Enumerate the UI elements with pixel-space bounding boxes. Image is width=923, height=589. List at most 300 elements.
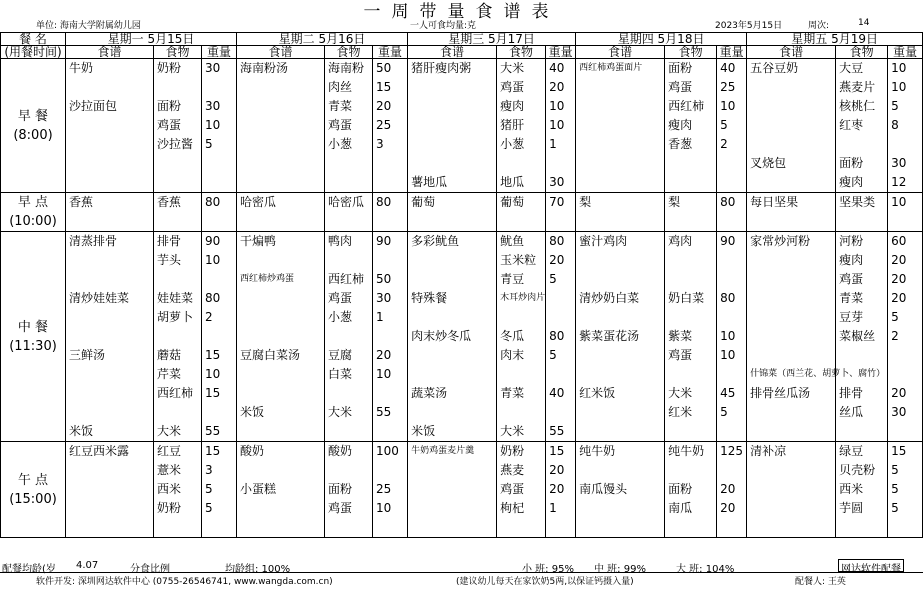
recipe-cell: 五谷豆奶 bbox=[747, 59, 836, 79]
food-cell bbox=[497, 308, 546, 327]
food-cell bbox=[665, 173, 717, 193]
recipe-cell bbox=[66, 365, 154, 384]
weight-cell: 25 bbox=[717, 78, 747, 97]
recipe-cell bbox=[237, 384, 325, 403]
avg-age-label: 配餐均龄(岁 bbox=[2, 564, 56, 575]
recipe-cell bbox=[576, 403, 665, 422]
weight-cell bbox=[202, 327, 237, 346]
food-cell: 瘦肉 bbox=[665, 116, 717, 135]
recipe-cell bbox=[576, 422, 665, 442]
group-ratio: 均龄组: 100% bbox=[225, 564, 291, 575]
food-cell: 薏米 bbox=[154, 461, 202, 480]
weight-cell bbox=[546, 365, 576, 384]
table-row bbox=[1, 78, 923, 97]
food-cell bbox=[836, 346, 888, 365]
food-cell: 面粉 bbox=[325, 480, 373, 499]
recipe-cell bbox=[576, 116, 665, 135]
recipe-cell: 清补凉 bbox=[747, 442, 836, 462]
table-row bbox=[1, 308, 923, 327]
recipe-cell bbox=[747, 97, 836, 116]
food-cell: 冬瓜 bbox=[497, 327, 546, 346]
food-cell: 豆芽 bbox=[836, 308, 888, 327]
recipe-cell bbox=[576, 251, 665, 270]
food-cell: 鸡蛋 bbox=[497, 78, 546, 97]
recipe-cell: 梨 bbox=[576, 193, 665, 213]
food-cell: 地瓜 bbox=[497, 173, 546, 193]
food-cell: 贝壳粉 bbox=[836, 461, 888, 480]
weight-cell: 5 bbox=[888, 97, 923, 116]
recipe-cell bbox=[237, 251, 325, 270]
recipe-cell: 特殊餐 bbox=[408, 289, 497, 308]
weight-cell bbox=[888, 135, 923, 154]
food-cell bbox=[325, 518, 373, 538]
recipe-cell: 红米饭 bbox=[576, 384, 665, 403]
weight-cell: 30 bbox=[888, 154, 923, 173]
food-cell bbox=[154, 212, 202, 232]
recipe-cell bbox=[576, 365, 665, 384]
food-cell bbox=[325, 461, 373, 480]
recipe-cell: 肉末炒冬瓜 bbox=[408, 327, 497, 346]
weight-cell: 20 bbox=[888, 289, 923, 308]
weight-cell: 20 bbox=[717, 499, 747, 518]
meal-time: (15:00) bbox=[9, 491, 57, 507]
food-cell bbox=[154, 327, 202, 346]
weight-cell: 30 bbox=[888, 403, 923, 422]
table-row bbox=[1, 135, 923, 154]
weight-cell: 90 bbox=[373, 232, 408, 252]
food-cell: 海南粉 bbox=[325, 59, 373, 79]
food-cell bbox=[154, 403, 202, 422]
weight-cell: 10 bbox=[717, 97, 747, 116]
weight-cell bbox=[717, 422, 747, 442]
recipe-cell bbox=[237, 78, 325, 97]
recipe-cell bbox=[237, 154, 325, 173]
meal-name-snack_pm bbox=[1, 442, 66, 538]
recipe-cell: 清炒奶白菜 bbox=[576, 289, 665, 308]
recipe-cell bbox=[237, 518, 325, 538]
weight-cell: 80 bbox=[717, 289, 747, 308]
report-date: 2023年5月15日 bbox=[715, 21, 783, 31]
week-number: 14 bbox=[858, 18, 870, 28]
food-cell: 娃娃菜 bbox=[154, 289, 202, 308]
weight-cell: 5 bbox=[888, 461, 923, 480]
recipe-cell: 牛奶鸡蛋麦片羹 bbox=[408, 442, 497, 462]
recipe-cell: 蜜汁鸡肉 bbox=[576, 232, 665, 252]
recipe-cell bbox=[408, 365, 497, 384]
recipe-cell: 酸奶 bbox=[237, 442, 325, 462]
weight-cell: 30 bbox=[546, 173, 576, 193]
food-cell: 芋头 bbox=[154, 251, 202, 270]
food-cell: 鸡蛋 bbox=[154, 116, 202, 135]
recipe-cell: 香蕉 bbox=[66, 193, 154, 213]
recipe-cell: 南瓜馒头 bbox=[576, 480, 665, 499]
weight-cell: 45 bbox=[717, 384, 747, 403]
table-row bbox=[1, 116, 923, 135]
weight-cell: 20 bbox=[373, 346, 408, 365]
recipe-cell bbox=[747, 422, 836, 442]
table-row bbox=[1, 384, 923, 403]
food-cell bbox=[325, 422, 373, 442]
day-header: 星期三 5月17日 bbox=[408, 33, 576, 46]
recipe-cell bbox=[66, 154, 154, 173]
food-cell: 瘦肉 bbox=[836, 173, 888, 193]
recipe-cell bbox=[66, 212, 154, 232]
developer-info: 软件开发: 深圳网达软件中心 (0755-26546741, www.wangda.com.cn) bbox=[36, 577, 333, 587]
recipe-cell bbox=[66, 403, 154, 422]
food-cell: 梨 bbox=[665, 193, 717, 213]
recipe-cell bbox=[408, 212, 497, 232]
weight-cell: 50 bbox=[373, 59, 408, 79]
recipe-cell: 豆腐白菜汤 bbox=[237, 346, 325, 365]
food-cell bbox=[325, 173, 373, 193]
recipe-cell bbox=[66, 461, 154, 480]
table-row bbox=[1, 251, 923, 270]
weight-cell: 1 bbox=[546, 135, 576, 154]
recipe-cell: 紫菜蛋花汤 bbox=[576, 327, 665, 346]
recipe-cell bbox=[408, 499, 497, 518]
recipe-cell bbox=[66, 499, 154, 518]
food-cell bbox=[665, 461, 717, 480]
weight-cell: 40 bbox=[546, 384, 576, 403]
weight-cell: 70 bbox=[546, 193, 576, 213]
weight-cell bbox=[373, 422, 408, 442]
weight-cell: 3 bbox=[373, 135, 408, 154]
recipe-cell: 排骨丝瓜汤 bbox=[747, 384, 836, 403]
day-header: 星期二 5月16日 bbox=[237, 33, 408, 46]
weight-cell bbox=[546, 403, 576, 422]
food-cell: 大豆 bbox=[836, 59, 888, 79]
food-cell: 奶粉 bbox=[154, 499, 202, 518]
recipe-cell: 米饭 bbox=[237, 403, 325, 422]
food-cell: 鸡蛋 bbox=[665, 78, 717, 97]
food-cell bbox=[665, 154, 717, 173]
recipe-cell: 牛奶 bbox=[66, 59, 154, 79]
recipe-cell bbox=[576, 154, 665, 173]
weight-cell: 80 bbox=[717, 193, 747, 213]
weight-cell bbox=[546, 212, 576, 232]
weight-cell: 25 bbox=[373, 116, 408, 135]
weight-cell: 5 bbox=[202, 135, 237, 154]
food-cell: 青豆 bbox=[497, 270, 546, 289]
food-cell: 猪肝 bbox=[497, 116, 546, 135]
food-cell bbox=[665, 212, 717, 232]
weight-cell: 1 bbox=[546, 499, 576, 518]
recipe-cell: 叉烧包 bbox=[747, 154, 836, 173]
food-cell: 鸡蛋 bbox=[665, 346, 717, 365]
week-label: 周次: bbox=[808, 21, 830, 31]
recipe-cell: 葡萄 bbox=[408, 193, 497, 213]
food-cell: 坚果类 bbox=[836, 193, 888, 213]
weight-cell bbox=[546, 289, 576, 308]
recipe-cell bbox=[66, 327, 154, 346]
food-cell bbox=[325, 384, 373, 403]
weight-cell bbox=[373, 154, 408, 173]
weight-cell: 20 bbox=[373, 97, 408, 116]
weight-cell bbox=[717, 251, 747, 270]
recipe-cell bbox=[408, 251, 497, 270]
recipe-cell bbox=[408, 461, 497, 480]
recipe-cell bbox=[576, 499, 665, 518]
weight-cell: 80 bbox=[546, 232, 576, 252]
weight-cell: 12 bbox=[888, 173, 923, 193]
weight-cell bbox=[717, 212, 747, 232]
meal-name: 午 点 bbox=[17, 472, 49, 488]
table-row bbox=[1, 422, 923, 442]
weight-cell: 10 bbox=[888, 78, 923, 97]
food-cell: 小葱 bbox=[497, 135, 546, 154]
recipe-cell: 清炒娃娃菜 bbox=[66, 289, 154, 308]
food-cell: 酸奶 bbox=[325, 442, 373, 462]
recipe-cell bbox=[747, 480, 836, 499]
weight-cell bbox=[373, 384, 408, 403]
recipe-cell bbox=[747, 327, 836, 346]
food-cell: 红豆 bbox=[154, 442, 202, 462]
weight-cell: 90 bbox=[717, 232, 747, 252]
weight-cell: 25 bbox=[373, 480, 408, 499]
recipe-cell bbox=[237, 116, 325, 135]
food-cell: 核桃仁 bbox=[836, 97, 888, 116]
day-header: 星期五 5月19日 bbox=[747, 33, 923, 46]
recipe-cell bbox=[66, 78, 154, 97]
food-cell: 瘦肉 bbox=[497, 97, 546, 116]
weight-cell bbox=[373, 251, 408, 270]
recipe-cell: 蔬菜汤 bbox=[408, 384, 497, 403]
weight-cell: 10 bbox=[202, 365, 237, 384]
recipe-cell bbox=[237, 365, 325, 384]
table-row bbox=[1, 327, 923, 346]
recipe-cell bbox=[237, 327, 325, 346]
food-cell: 胡萝卜 bbox=[154, 308, 202, 327]
table-row bbox=[1, 365, 923, 384]
table-row bbox=[1, 97, 923, 116]
weight-cell: 15 bbox=[202, 384, 237, 403]
weight-cell: 10 bbox=[546, 116, 576, 135]
weight-cell bbox=[202, 154, 237, 173]
food-cell: 奶白菜 bbox=[665, 289, 717, 308]
meal-time: (11:30) bbox=[9, 338, 57, 354]
weight-cell: 10 bbox=[888, 59, 923, 79]
food-cell: 南瓜 bbox=[665, 499, 717, 518]
sub-header: 食物 bbox=[154, 46, 202, 59]
unit-label: 单位: 海南大学附属幼儿园 bbox=[36, 21, 141, 31]
weight-cell bbox=[202, 212, 237, 232]
weight-cell: 20 bbox=[888, 270, 923, 289]
recipe-cell bbox=[408, 97, 497, 116]
weight-cell: 125 bbox=[717, 442, 747, 462]
ratio-label: 分食比例 bbox=[130, 564, 170, 575]
recipe-cell bbox=[747, 518, 836, 538]
food-cell: 排骨 bbox=[154, 232, 202, 252]
weight-cell: 100 bbox=[373, 442, 408, 462]
food-cell: 西米 bbox=[154, 480, 202, 499]
food-cell: 燕麦片 bbox=[836, 78, 888, 97]
food-cell: 奶粉 bbox=[497, 442, 546, 462]
weight-cell bbox=[202, 518, 237, 538]
food-cell: 肉末 bbox=[497, 346, 546, 365]
food-cell: 鸡蛋 bbox=[325, 499, 373, 518]
recipe-cell bbox=[747, 461, 836, 480]
sub-header: 食谱 bbox=[408, 46, 497, 59]
weight-cell: 55 bbox=[373, 403, 408, 422]
meal-name-lunch bbox=[1, 232, 66, 442]
food-cell: 红枣 bbox=[836, 116, 888, 135]
weight-cell: 5 bbox=[202, 499, 237, 518]
weight-cell: 3 bbox=[202, 461, 237, 480]
recipe-cell bbox=[66, 270, 154, 289]
recipe-cell: 小蛋糕 bbox=[237, 480, 325, 499]
food-cell bbox=[497, 154, 546, 173]
food-cell: 小葱 bbox=[325, 135, 373, 154]
food-cell: 燕麦 bbox=[497, 461, 546, 480]
page-title: 一周带量食谱表 bbox=[363, 2, 560, 22]
weight-cell bbox=[546, 154, 576, 173]
food-cell bbox=[154, 78, 202, 97]
sub-header: 食物 bbox=[836, 46, 888, 59]
weight-cell: 5 bbox=[546, 270, 576, 289]
recipe-cell bbox=[408, 346, 497, 365]
food-cell: 枸杞 bbox=[497, 499, 546, 518]
recipe-cell: 米饭 bbox=[408, 422, 497, 442]
weight-cell bbox=[888, 346, 923, 365]
recipe-cell bbox=[237, 308, 325, 327]
weight-cell: 80 bbox=[202, 193, 237, 213]
food-cell: 绿豆 bbox=[836, 442, 888, 462]
weight-cell bbox=[202, 173, 237, 193]
weight-cell: 5 bbox=[717, 116, 747, 135]
weight-cell: 55 bbox=[202, 422, 237, 442]
weight-cell: 80 bbox=[373, 193, 408, 213]
table-row bbox=[1, 518, 923, 538]
weight-cell: 10 bbox=[202, 251, 237, 270]
weight-cell: 10 bbox=[546, 97, 576, 116]
weight-cell: 1 bbox=[373, 308, 408, 327]
recipe-cell bbox=[408, 154, 497, 173]
weight-cell bbox=[202, 403, 237, 422]
weight-cell: 50 bbox=[373, 270, 408, 289]
food-cell bbox=[325, 251, 373, 270]
recipe-cell bbox=[576, 346, 665, 365]
weight-cell: 5 bbox=[717, 403, 747, 422]
food-cell: 芋圆 bbox=[836, 499, 888, 518]
milk-tip: (建议幼儿每天在家饮奶5两,以保证钙摄入量) bbox=[456, 577, 634, 587]
sub-header: 食物 bbox=[665, 46, 717, 59]
food-cell bbox=[665, 365, 717, 384]
meal-name-breakfast bbox=[1, 59, 66, 193]
sub-header: 食谱 bbox=[747, 46, 836, 59]
recipe-cell bbox=[408, 270, 497, 289]
food-cell: 鸡肉 bbox=[665, 232, 717, 252]
food-cell bbox=[665, 422, 717, 442]
food-cell bbox=[836, 212, 888, 232]
food-cell bbox=[665, 251, 717, 270]
day-header: 星期一 5月15日 bbox=[66, 33, 237, 46]
recipe-cell: 西红柿炒鸡蛋 bbox=[237, 270, 325, 289]
weight-cell: 15 bbox=[546, 442, 576, 462]
food-cell bbox=[497, 518, 546, 538]
food-cell bbox=[154, 518, 202, 538]
weight-cell bbox=[888, 422, 923, 442]
weight-cell: 10 bbox=[373, 365, 408, 384]
food-cell: 青菜 bbox=[497, 384, 546, 403]
weight-cell: 80 bbox=[202, 289, 237, 308]
food-cell bbox=[836, 518, 888, 538]
menu-table bbox=[0, 32, 923, 538]
food-cell: 西红柿 bbox=[325, 270, 373, 289]
footer-bar bbox=[0, 560, 923, 573]
food-cell: 大米 bbox=[325, 403, 373, 422]
weight-cell: 5 bbox=[546, 346, 576, 365]
recipe-cell bbox=[747, 289, 836, 308]
large-class-ratio: 大 班: 104% bbox=[676, 564, 735, 575]
weight-cell bbox=[888, 212, 923, 232]
food-cell: 纯牛奶 bbox=[665, 442, 717, 462]
recipe-cell bbox=[237, 135, 325, 154]
food-cell: 丝瓜 bbox=[836, 403, 888, 422]
food-cell: 鸡蛋 bbox=[497, 480, 546, 499]
recipe-cell bbox=[747, 270, 836, 289]
recipe-cell: 红豆西米露 bbox=[66, 442, 154, 462]
food-cell: 肉丝 bbox=[325, 78, 373, 97]
meal-name-snack_am bbox=[1, 193, 66, 232]
recipe-cell bbox=[576, 461, 665, 480]
weight-cell: 5 bbox=[888, 308, 923, 327]
recipe-cell bbox=[408, 135, 497, 154]
table-row bbox=[1, 232, 923, 252]
recipe-cell bbox=[576, 212, 665, 232]
staff-label: 配餐人: 王英 bbox=[795, 577, 846, 587]
sub-header: 重量 bbox=[546, 46, 576, 59]
small-class-ratio: 小 班: 95% bbox=[522, 564, 574, 575]
recipe-cell bbox=[237, 289, 325, 308]
table-row bbox=[1, 270, 923, 289]
food-cell: 小葱 bbox=[325, 308, 373, 327]
day-header: 星期四 5月18日 bbox=[576, 33, 747, 46]
table-row bbox=[1, 442, 923, 462]
meal-name: 中 餐 bbox=[17, 319, 49, 335]
table-row bbox=[1, 346, 923, 365]
food-cell: 大米 bbox=[497, 422, 546, 442]
recipe-cell bbox=[66, 384, 154, 403]
recipe-cell bbox=[576, 173, 665, 193]
weight-cell: 20 bbox=[888, 251, 923, 270]
food-cell: 奶粉 bbox=[154, 59, 202, 79]
weight-cell: 15 bbox=[202, 346, 237, 365]
recipe-cell bbox=[408, 116, 497, 135]
recipe-cell: 干煸鸭 bbox=[237, 232, 325, 252]
recipe-cell bbox=[66, 116, 154, 135]
table-row bbox=[1, 173, 923, 193]
table-row bbox=[1, 289, 923, 308]
recipe-cell bbox=[237, 212, 325, 232]
sub-header: 重量 bbox=[373, 46, 408, 59]
recipe-cell bbox=[408, 403, 497, 422]
recipe-cell bbox=[66, 135, 154, 154]
food-cell: 玉米粒 bbox=[497, 251, 546, 270]
food-cell: 面粉 bbox=[665, 480, 717, 499]
recipe-cell bbox=[747, 135, 836, 154]
food-cell bbox=[154, 173, 202, 193]
food-cell: 面粉 bbox=[665, 59, 717, 79]
food-cell: 香蕉 bbox=[154, 193, 202, 213]
recipe-cell bbox=[576, 97, 665, 116]
food-cell: 面粉 bbox=[154, 97, 202, 116]
recipe-cell bbox=[408, 308, 497, 327]
food-cell: 河粉 bbox=[836, 232, 888, 252]
weight-cell: 15 bbox=[373, 78, 408, 97]
weight-cell: 2 bbox=[717, 135, 747, 154]
food-cell: 菜椒丝 bbox=[836, 327, 888, 346]
weight-cell: 80 bbox=[546, 327, 576, 346]
